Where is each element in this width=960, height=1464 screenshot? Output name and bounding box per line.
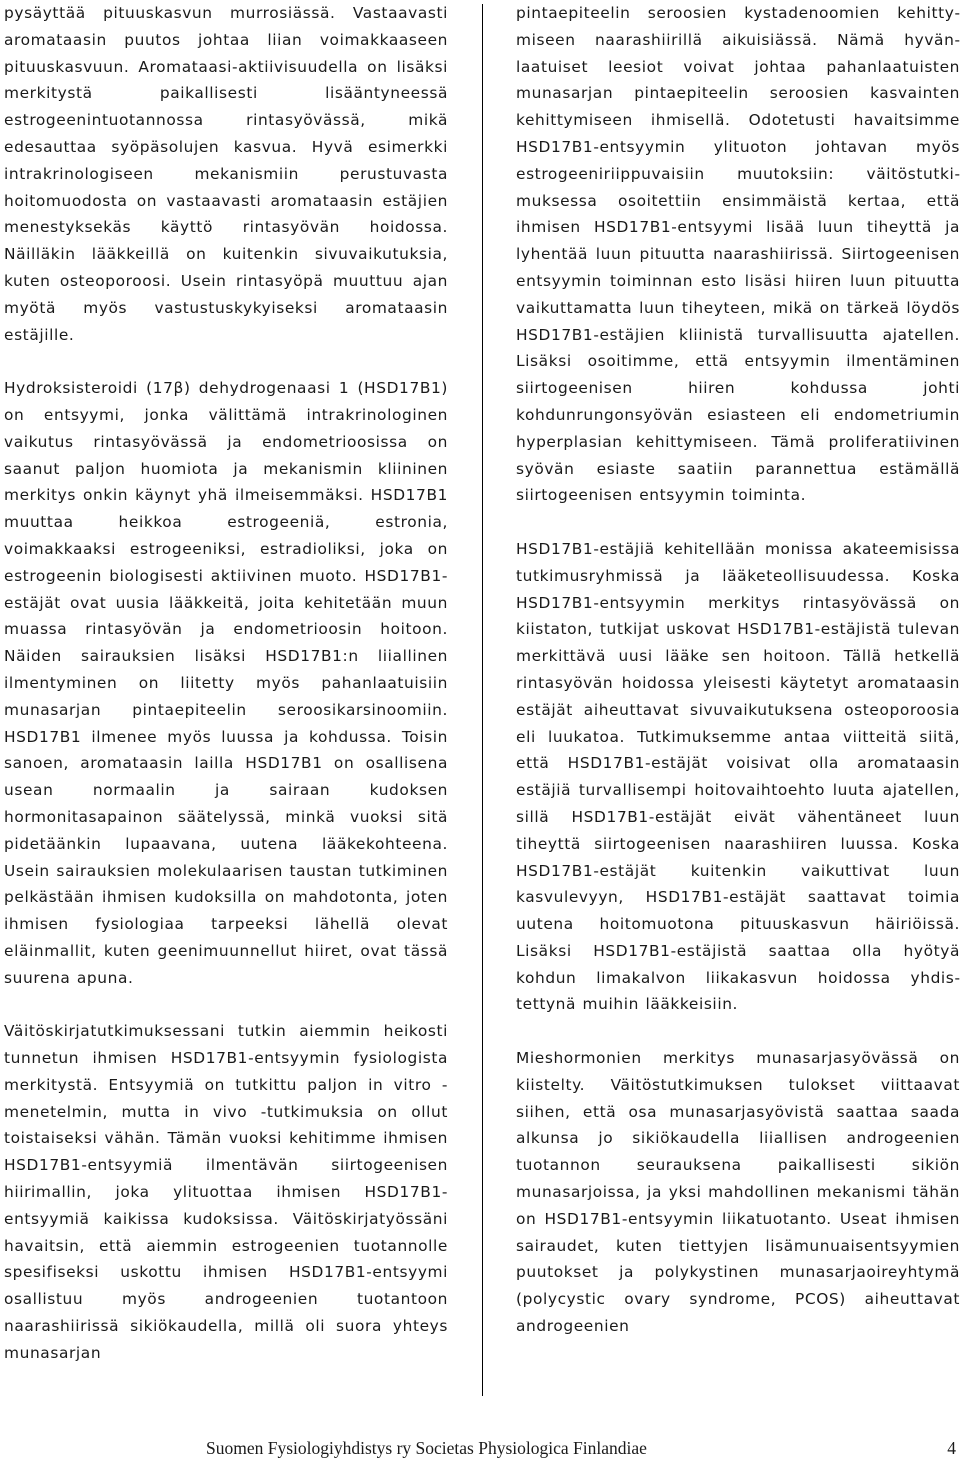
body-paragraph: Väitöskirjatutkimuksessani tutkin aiemmin heikosti tunnetun ihmisen HSD17B1-entsyymin fysiologista merkitystä. Entsyymiä on tutkittu paljon in vitro -menetelmin, mutta in vivo -tutkimuksia on ollut toistaiseksi vähän. Tämän vuoksi kehitimme ihmisen HSD17B1-entsyymiä ilmentävän siirtogeenisen hiirimallin, joka ylituottaa ihmisen HSD17B1-entsyymiä kaikissa kudoksissa. Väitöskirjatyössäni havaitsin, että aiemmin estrogeenien tuotannolle spesifiseksi uskottu ihmisen HSD17B1-entsyymi osallistuu myös androgeenien tuotantoon naarashiirissä sikiökaudella, millä oli suora yhteys munasarjan bbox=[4, 1022, 448, 1362]
column-divider bbox=[482, 4, 483, 1396]
page-footer bbox=[0, 1438, 960, 1464]
body-paragraph: Mieshormonien merkitys munasarjasyövässä on kiistelty. Väitöstutkimuksen tulokset viittaavat siihen, että osa munasarjasyövistä saattaa saada alkunsa jo sikiökaudella liiallisen androgeenien tuotannon seurauksena paikallisesti sikiön munasarjoissa, ja yksi mahdollinen mekanismi tähän on HSD17B1-entsyymin liikatuotanto. Useat ihmisen sairaudet, kuten tiettyjen lisämunuaisentsyymien puutokset ja polykystinen munasarjaoireyhtymä (polycystic ovary syndrome, PCOS) aiheuttavat androgeenien bbox=[516, 1049, 960, 1336]
body-paragraph: Hydroksisteroidi (17β) dehydrogenaasi 1 (HSD17B1) on entsyymi, jonka välittämä intrakrinologinen vaikutus rintasyövässä ja endometrioosissa on saanut paljon huomiota ja mekanismin kliininen merkitys onkin käynyt yhä ilmeisemmäksi. HSD17B1 muuttaa heikkoa estrogeeniä, estronia, voimakkaaksi estrogeeniksi, estradioliksi, joka on estrogeenin biologisesti aktiivinen muoto. HSD17B1-estäjät ovat uusia lääkkeitä, joita kehitetään muun muassa rintasyövän ja endometrioosin hoitoon. Näiden sairauksien lisäksi HSD17B1:n liiallinen ilmentyminen on liitetty myös pahanlaatuisiin munasarjan pintaepiteelin seroosikarsinoomiin. HSD17B1 ilmenee myös luussa ja kohdussa. Toisin sanoen, aromataasin lailla HSD17B1 on osallisena usean normaalin ja sairaan kudoksen hormonitasapainon säätelyssä, minkä vuoksi sitä pidetäänkin lupaavana, uutena lääkekohteena. Usein sairauksien molekulaarisen taustan tutkiminen pelkästään ihmisen kudoksilla on mahdotonta, joten ihmisen fysiologiaa tarpeeksi lähellä olevat eläinmallit, kuten geenimuunnellut hiiret, ovat tässä suurena apuna. bbox=[4, 379, 448, 987]
right-column bbox=[516, 0, 960, 1340]
left-column bbox=[4, 0, 448, 1367]
body-paragraph: HSD17B1-estäjiä kehitellään monissa akateemisissa tutkimusryhmissä ja lääketeollisuudessa. Koska HSD17B1-entsyymin merkitys rintasyövässä on kiistaton, tutkijat uskovat HSD17B1-estäjistä tulevan merkittävä uusi lääke sen hoitoon. Tällä hetkellä rintasyövän hoidossa yleisesti käytetyt aromataasin estäjät aiheuttavat sivuvaikutuksena osteoporoosia eli luukatoa. Tutkimuksemme antaa viitteitä siitä, että HSD17B1-estäjät voisivat olla aromataasin estäjiä turvallisempi hoitovaihtoehto luuta ajatellen, sillä HSD17B1-estäjät eivät vähentäneet luun tiheyttä siirtogeenisen naarashiiren luussa. Koska HSD17B1-estäjät kuitenkin vaikuttivat luun kasvulevyyn, HSD17B1-estäjät saattavat toimia uutena hoitomuotona pituuskasvun häiriöissä. Lisäksi HSD17B1-estäjistä saattaa olla hyötyä kohdun limakalvon liikakasvun hoidossa yhdistettynä muihin lääkkeisiin. bbox=[516, 539, 960, 1014]
body-paragraph: pintaepiteelin seroosien kystadenoomien kehittymiseen naarashiirillä aikuisiässä. Nämä hyvänlaatuiset leesiot voivat johtaa pahanlaatuisten munasarjan pintaepiteelin seroosien kasvainten kehittymiseen ihmisellä. Odotetusti havaitsimme HSD17B1-entsyymin ylituoton johtavan myös estrogeeniriippuvaisiin muutoksiin: väitöstutkimuksessa osoitettiin ensimmäistä kertaa, että ihmisen HSD17B1-entsyymi lisää luun tiheyttä ja lyhentää luun pituutta naarashiirissä. Siirtogeenisen entsyymin toiminnan esto lisäsi hiiren luun pituutta vaikuttamatta luun tiheyteen, mikä on tärkeä löydös HSD17B1-estäjien kliinistä turvallisuutta ajatellen. Lisäksi osoitimme, että entsyymin ilmentäminen siirtogeenisen hiiren kohdussa johti kohdunrungonsyövän esiasteen eli endometriumin hyperplasian kehittymiseen. Tämä proliferatiivinen syövän esiaste saatiin parannettua estämällä siirtogeenisen entsyymin toiminta. bbox=[516, 4, 960, 505]
page-number: 4 bbox=[947, 1438, 956, 1458]
footer-society-name: Suomen Fysiologiyhdistys ry Societas Physiologica Finlandiae bbox=[206, 1438, 647, 1458]
body-paragraph: pysäyttää pituuskasvun murrosiässä. Vastaavasti aromataasin puutos johtaa liian voimakkaaseen pituuskasvuun. Aromataasi-aktiivisuudella on lisäksi merkitystä paikallisesti lisääntyneessä estrogeenintuotannossa rintasyövässä, mikä edesauttaa syöpäsolujen kasvua. Hyvä esimerkki intrakrinologiseen mekanismiin perustuvasta hoitomuodosta on vastaavasti aromataasin estäjien menestyksekäs käyttö rintasyövän hoidossa. Näilläkin lääkkeillä on kuitenkin sivuvaikutuksia, kuten osteoporoosi. Usein rintasyöpä muuttuu ajan myötä myös vastustuskykyiseksi aromataasin estäjille. bbox=[4, 4, 448, 344]
